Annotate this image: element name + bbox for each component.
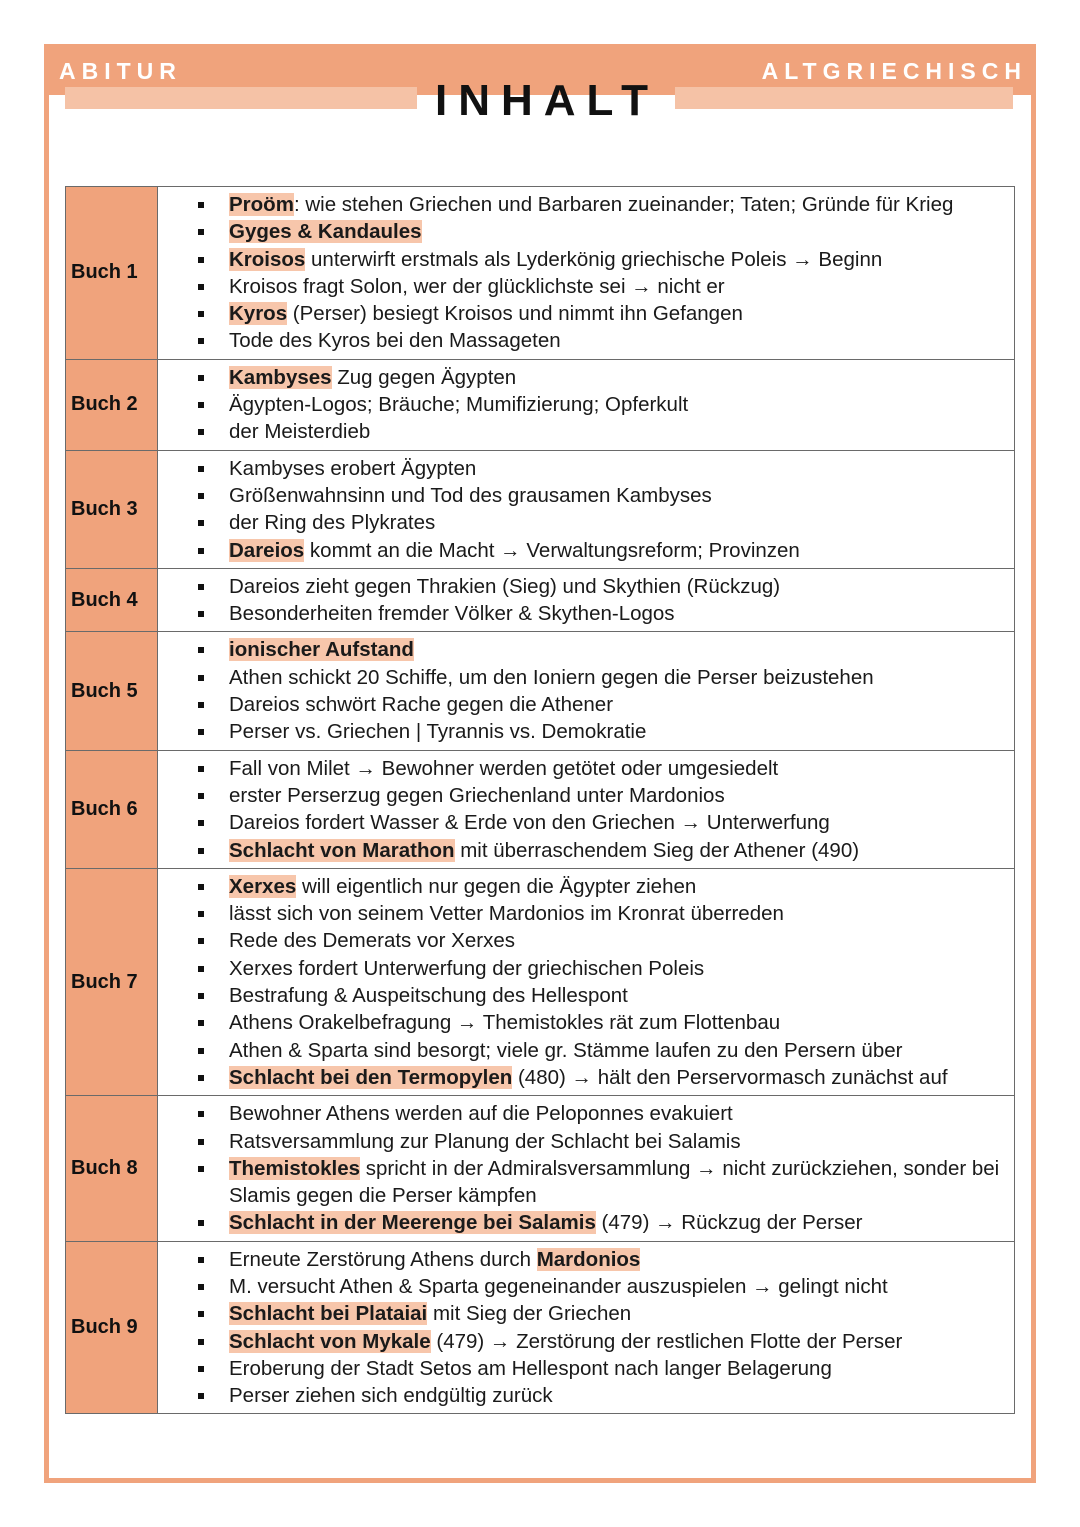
highlighted-term: Schlacht bei Plataiai: [229, 1302, 428, 1326]
item-text: Ägypten-Logos; Bräuche; Mumifizierung; Opferkult: [229, 393, 689, 417]
list-item: [158, 1355, 1008, 1382]
list-item: [158, 691, 1008, 718]
list-item: [158, 955, 1008, 982]
item-text: Rede des Demerats vor Xerxes: [229, 929, 515, 953]
bullet-list: [158, 364, 1008, 446]
list-item: [158, 364, 1008, 391]
bullet-list: [158, 573, 1008, 628]
page-title: INHALT: [434, 76, 660, 125]
list-item: [158, 873, 1008, 900]
bullet-list: [158, 455, 1008, 564]
item-text: (479) → Rückzug der Perser: [595, 1211, 863, 1235]
highlighted-term: Proöm: [229, 193, 294, 216]
list-item: [158, 1300, 1008, 1327]
list-item: [158, 664, 1008, 691]
item-text: Bestrafung & Auspeitschung des Hellespont: [229, 984, 628, 1008]
item-text: spricht in der Admiralsversammlung → nicht zurückziehen, sonder bei Slamis gegen die Perser kämpfen: [229, 1156, 1000, 1208]
list-item: [158, 482, 1008, 509]
highlighted-term: Schlacht bei den Termopylen: [229, 1065, 513, 1089]
list-item: [158, 391, 1008, 418]
item-text: erster Perserzug gegen Griechenland unter Mardonios: [229, 783, 725, 807]
list-item: [158, 900, 1008, 927]
header-right-label: ALTGRIECHISCH: [761, 58, 1027, 84]
list-item: [158, 837, 1008, 864]
list-item: [158, 1328, 1008, 1355]
book-row: [66, 1096, 1015, 1241]
header-left-label: ABITUR: [59, 58, 182, 84]
list-item: [158, 418, 1008, 445]
book-row: [66, 450, 1015, 568]
book-label: Buch 3: [66, 450, 158, 568]
list-item: [158, 782, 1008, 809]
list-item: [158, 1009, 1008, 1036]
list-item: [158, 218, 1008, 245]
book-items: [158, 632, 1015, 750]
bullet-list: [158, 755, 1008, 864]
highlighted-term: Mardonios: [536, 1247, 641, 1271]
item-text: : wie stehen Griechen und Barbaren zueinander; Taten; Gründe für Krieg: [293, 193, 954, 216]
item-text: Kroisos fragt Solon, wer der glücklichste sei → nicht er: [229, 274, 725, 298]
title-row: [65, 78, 1011, 126]
book-items: [158, 568, 1015, 632]
item-text: will eigentlich nur gegen die Ägypter ziehen: [296, 874, 697, 898]
list-item: [158, 755, 1008, 782]
list-item: [158, 1128, 1008, 1155]
item-text: Ratsversammlung zur Planung der Schlacht bei Salamis: [229, 1129, 741, 1153]
list-item: [158, 455, 1008, 482]
list-item: [158, 636, 1008, 663]
book-row: [66, 187, 1015, 360]
item-text: Athen & Sparta sind besorgt; viele gr. Stämme laufen zu den Persern über: [229, 1038, 903, 1062]
book-row: [66, 359, 1015, 450]
item-text: Zug gegen Ägypten: [331, 365, 517, 389]
list-item: [158, 927, 1008, 954]
item-text: (Perser) besiegt Kroisos und nimmt ihn Gefangen: [287, 302, 743, 326]
list-item: [158, 273, 1008, 300]
item-text: (479) → Zerstörung der restlichen Flotte der Perser: [430, 1329, 903, 1353]
item-text: Dareios schwört Rache gegen die Athener: [229, 693, 614, 717]
book-label: Buch 9: [66, 1241, 158, 1414]
book-items: [158, 868, 1015, 1095]
book-items: [158, 1241, 1015, 1414]
title-divider-right: [675, 87, 1013, 109]
item-text: mit überraschendem Sieg der Athener (490): [454, 838, 860, 862]
highlighted-term: Kyros: [229, 302, 288, 326]
book-items: [158, 450, 1015, 568]
book-label: Buch 1: [66, 187, 158, 360]
item-text: Besonderheiten fremder Völker & Skythen-Logos: [229, 602, 675, 626]
highlighted-term: Schlacht in der Meerenge bei Salamis: [229, 1211, 596, 1235]
item-text: Tode des Kyros bei den Massageten: [229, 329, 561, 353]
list-item: [158, 300, 1008, 327]
item-text: Erneute Zerstörung Athens durch: [229, 1247, 537, 1271]
item-text: M. versucht Athen & Sparta gegeneinander auszuspielen → gelingt nicht: [229, 1274, 888, 1298]
item-text: Bewohner Athens werden auf die Peloponnes evakuiert: [229, 1102, 733, 1126]
book-row: [66, 568, 1015, 632]
list-item: [158, 982, 1008, 1009]
book-row: [66, 632, 1015, 750]
list-item: [158, 1100, 1008, 1127]
book-label: Buch 7: [66, 868, 158, 1095]
item-text: der Meisterdieb: [229, 420, 371, 444]
book-items: [158, 359, 1015, 450]
highlighted-term: Themistokles: [229, 1156, 361, 1180]
book-label: Buch 6: [66, 750, 158, 868]
item-text: Fall von Milet → Bewohner werden getötet oder umgesiedelt: [229, 756, 779, 780]
item-text: Dareios fordert Wasser & Erde von den Griechen → Unterwerfung: [229, 811, 830, 835]
list-item: [158, 537, 1008, 564]
book-items: [158, 1096, 1015, 1241]
list-item: [158, 327, 1008, 354]
highlighted-term: Dareios: [229, 538, 305, 562]
item-text: Xerxes fordert Unterwerfung der griechischen Poleis: [229, 956, 705, 980]
list-item: [158, 246, 1008, 273]
book-row: [66, 1241, 1015, 1414]
highlighted-term: Gyges & Kandaules: [229, 220, 422, 244]
item-text: kommt an die Macht → Verwaltungsreform; Provinzen: [304, 538, 800, 562]
highlighted-term: Schlacht von Marathon: [229, 838, 455, 862]
bullet-list: [158, 636, 1008, 745]
list-item: [158, 573, 1008, 600]
list-item: [158, 1155, 1008, 1210]
item-text: Größenwahnsinn und Tod des grausamen Kambyses: [229, 483, 712, 507]
list-item: [158, 1209, 1008, 1236]
highlighted-term: Kambyses: [229, 365, 332, 389]
list-item: [158, 509, 1008, 536]
highlighted-term: Schlacht von Mykale: [229, 1329, 431, 1353]
bullet-list: [158, 1100, 1008, 1236]
bullet-list: [158, 191, 1008, 355]
bullet-list: [158, 1246, 1008, 1410]
item-text: Athens Orakelbefragung → Themistokles rät zum Flottenbau: [229, 1011, 781, 1035]
item-text: Dareios zieht gegen Thrakien (Sieg) und Skythien (Rückzug): [229, 574, 781, 598]
item-text: Perser ziehen sich endgültig zurück: [229, 1384, 553, 1408]
book-label: Buch 8: [66, 1096, 158, 1241]
book-row: [66, 750, 1015, 868]
book-items: [158, 187, 1015, 360]
item-text: Eroberung der Stadt Setos am Hellespont nach langer Belagerung: [229, 1356, 832, 1380]
item-text: (480) → hält den Perservormasch zunächst auf: [512, 1065, 948, 1089]
item-text: lässt sich von seinem Vetter Mardonios im Kronrat überreden: [229, 902, 784, 926]
book-items: [158, 750, 1015, 868]
list-item: [158, 191, 1008, 218]
book-label: Buch 4: [66, 568, 158, 632]
book-row: [66, 868, 1015, 1095]
item-text: Kambyses erobert Ägypten: [229, 456, 477, 480]
highlighted-term: Xerxes: [229, 874, 297, 898]
item-text: Perser vs. Griechen | Tyrannis vs. Demokratie: [229, 720, 647, 744]
contents-table: [65, 186, 1015, 1414]
item-text: Athen schickt 20 Schiffe, um den Ioniern gegen die Perser beizustehen: [229, 665, 874, 689]
list-item: [158, 1382, 1008, 1409]
highlighted-term: Kroisos: [229, 247, 306, 271]
list-item: [158, 718, 1008, 745]
list-item: [158, 1064, 1008, 1091]
list-item: [158, 1037, 1008, 1064]
item-text: der Ring des Plykrates: [229, 511, 436, 535]
list-item: [158, 600, 1008, 627]
list-item: [158, 1273, 1008, 1300]
list-item: [158, 1246, 1008, 1273]
book-label: Buch 2: [66, 359, 158, 450]
list-item: [158, 809, 1008, 836]
highlighted-term: ionischer Aufstand: [229, 638, 414, 662]
bullet-list: [158, 873, 1008, 1091]
book-label: Buch 5: [66, 632, 158, 750]
item-text: unterwirft erstmals als Lyderkönig griechische Poleis → Beginn: [305, 247, 883, 271]
item-text: mit Sieg der Griechen: [427, 1302, 632, 1326]
title-divider-left: [65, 87, 417, 109]
